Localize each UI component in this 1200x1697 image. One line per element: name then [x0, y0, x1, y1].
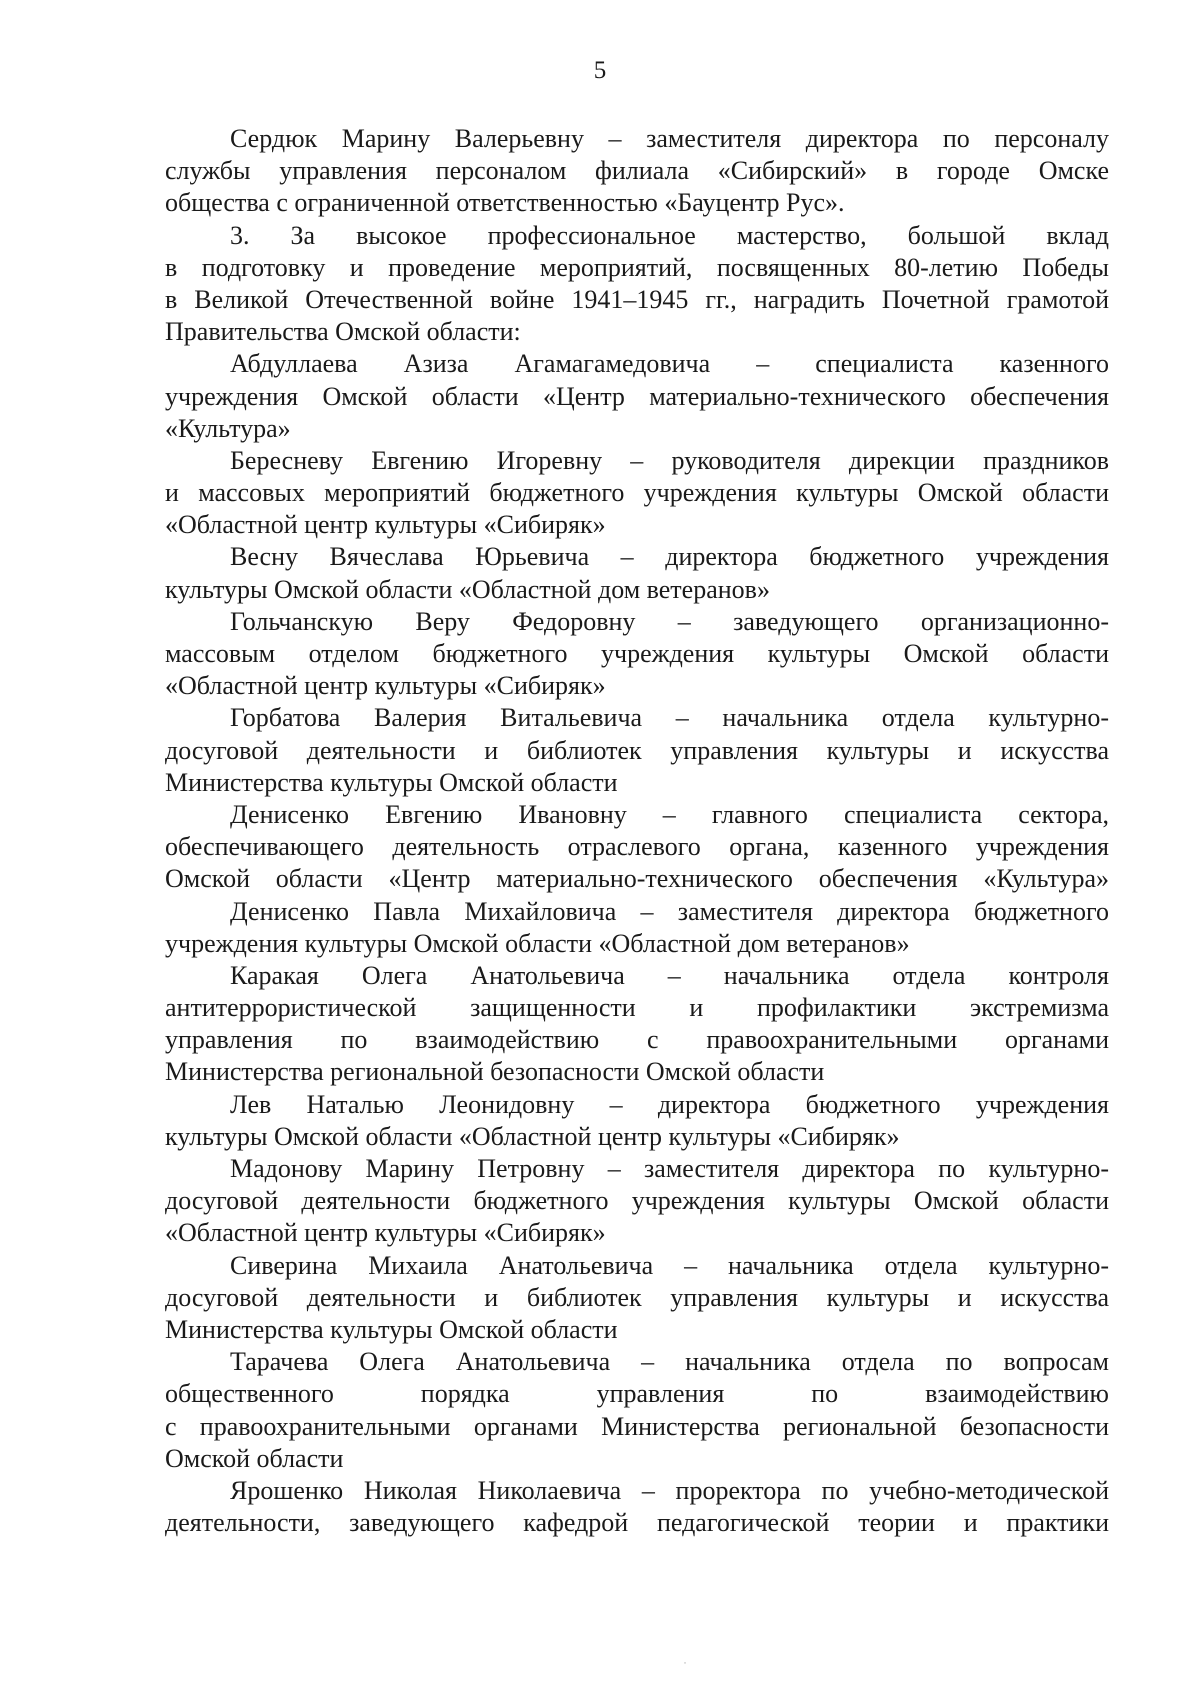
text-line: Омской области «Центр материально-технического обеспечения «Культура»: [165, 864, 1109, 894]
text-line: Министерства культуры Омской области: [165, 1314, 618, 1344]
text-line: «Областной центр культуры «Сибиряк»: [165, 510, 606, 540]
text-line: Правительства Омской области:: [165, 317, 521, 347]
text-line: с правоохранительными органами Министерства региональной безопасности: [165, 1411, 1109, 1441]
text-line: учреждения Омской области «Центр материально-технического обеспечения: [165, 381, 1109, 411]
text-line: Каракая Олега Анатольевича – начальника отдела контроля: [230, 960, 1109, 990]
text-line: Денисенко Павла Михайловича – заместителя директора бюджетного: [230, 896, 1109, 926]
text-line: культуры Омской области «Областной центр культуры «Сибиряк»: [165, 1121, 900, 1151]
text-line: Сердюк Марину Валерьевну – заместителя директора по персоналу: [230, 124, 1109, 153]
text-line: досуговой деятельности бюджетного учреждения культуры Омской области: [165, 1186, 1109, 1216]
text-line: и массовых мероприятий бюджетного учреждения культуры Омской области: [165, 478, 1109, 508]
text-line: Бересневу Евгению Игоревну – руководителя дирекции праздников: [230, 445, 1109, 475]
text-line: учреждения культуры Омской области «Областной дом ветеранов»: [165, 928, 910, 958]
text-line: «Культура»: [165, 413, 291, 443]
text-line: управления по взаимодействию с правоохранительными органами: [165, 1025, 1109, 1055]
text-line: «Областной центр культуры «Сибиряк»: [165, 671, 606, 701]
text-line: Сиверина Михаила Анатольевича – начальника отдела культурно-: [230, 1250, 1109, 1280]
document-body: [165, 123, 1109, 1539]
text-line: Ярошенко Николая Николаевича – проректора по учебно-методической: [230, 1475, 1109, 1505]
text-line: Мадонову Марину Петровну – заместителя директора по культурно-: [230, 1154, 1109, 1183]
text-line: службы управления персоналом филиала «Сибирский» в городе Омске: [165, 156, 1109, 186]
page-number: 5: [593, 57, 607, 84]
text-line: Министерства региональной безопасности Омской области: [165, 1057, 825, 1087]
text-line: Весну Вячеслава Юрьевича – директора бюджетного учреждения: [230, 542, 1109, 572]
text-line: «Областной центр культуры «Сибиряк»: [165, 1218, 606, 1248]
text-line: Горбатова Валерия Витальевича – начальника отдела культурно-: [230, 703, 1109, 733]
text-line: антитеррористической защищенности и профилактики экстремизма: [165, 993, 1109, 1023]
text-line: общества с ограниченной ответственностью «Бауцентр Рус».: [165, 188, 845, 218]
text-line: Тарачева Олега Анатольевича – начальника отдела по вопросам: [230, 1347, 1109, 1377]
text-line: Лев Наталью Леонидовну – директора бюджетного учреждения: [230, 1089, 1109, 1119]
text-line: в Великой Отечественной войне 1941–1945 гг., наградить Почетной грамотой: [165, 284, 1109, 314]
text-line: культуры Омской области «Областной дом ветеранов»: [165, 574, 770, 604]
text-line: Омской области: [165, 1443, 344, 1473]
text-line: Денисенко Евгению Ивановну – главного специалиста сектора,: [230, 799, 1109, 829]
text-line: деятельности, заведующего кафедрой педагогической теории и практики: [165, 1508, 1109, 1538]
text-line: массовым отделом бюджетного учреждения культуры Омской области: [165, 639, 1109, 668]
text-line: Абдуллаева Азиза Агамагамедовича – специалиста казенного: [230, 349, 1109, 379]
text-line: Министерства культуры Омской области: [165, 767, 618, 797]
text-line: досуговой деятельности и библиотек управления культуры и искусства: [165, 735, 1109, 765]
text-line: 3. За высокое профессиональное мастерство, большой вклад: [230, 220, 1109, 250]
scan-speck: ˙: [683, 1659, 687, 1673]
text-line: общественного порядка управления по взаимодействию: [165, 1379, 1109, 1409]
text-line: досуговой деятельности и библиотек управления культуры и искусства: [165, 1282, 1109, 1312]
text-line: в подготовку и проведение мероприятий, посвященных 80-летию Победы: [165, 252, 1109, 282]
text-line: Гольчанскую Веру Федоровну – заведующего организационно-: [230, 606, 1109, 636]
text-line: обеспечивающего деятельность отраслевого органа, казенного учреждения: [165, 832, 1109, 862]
